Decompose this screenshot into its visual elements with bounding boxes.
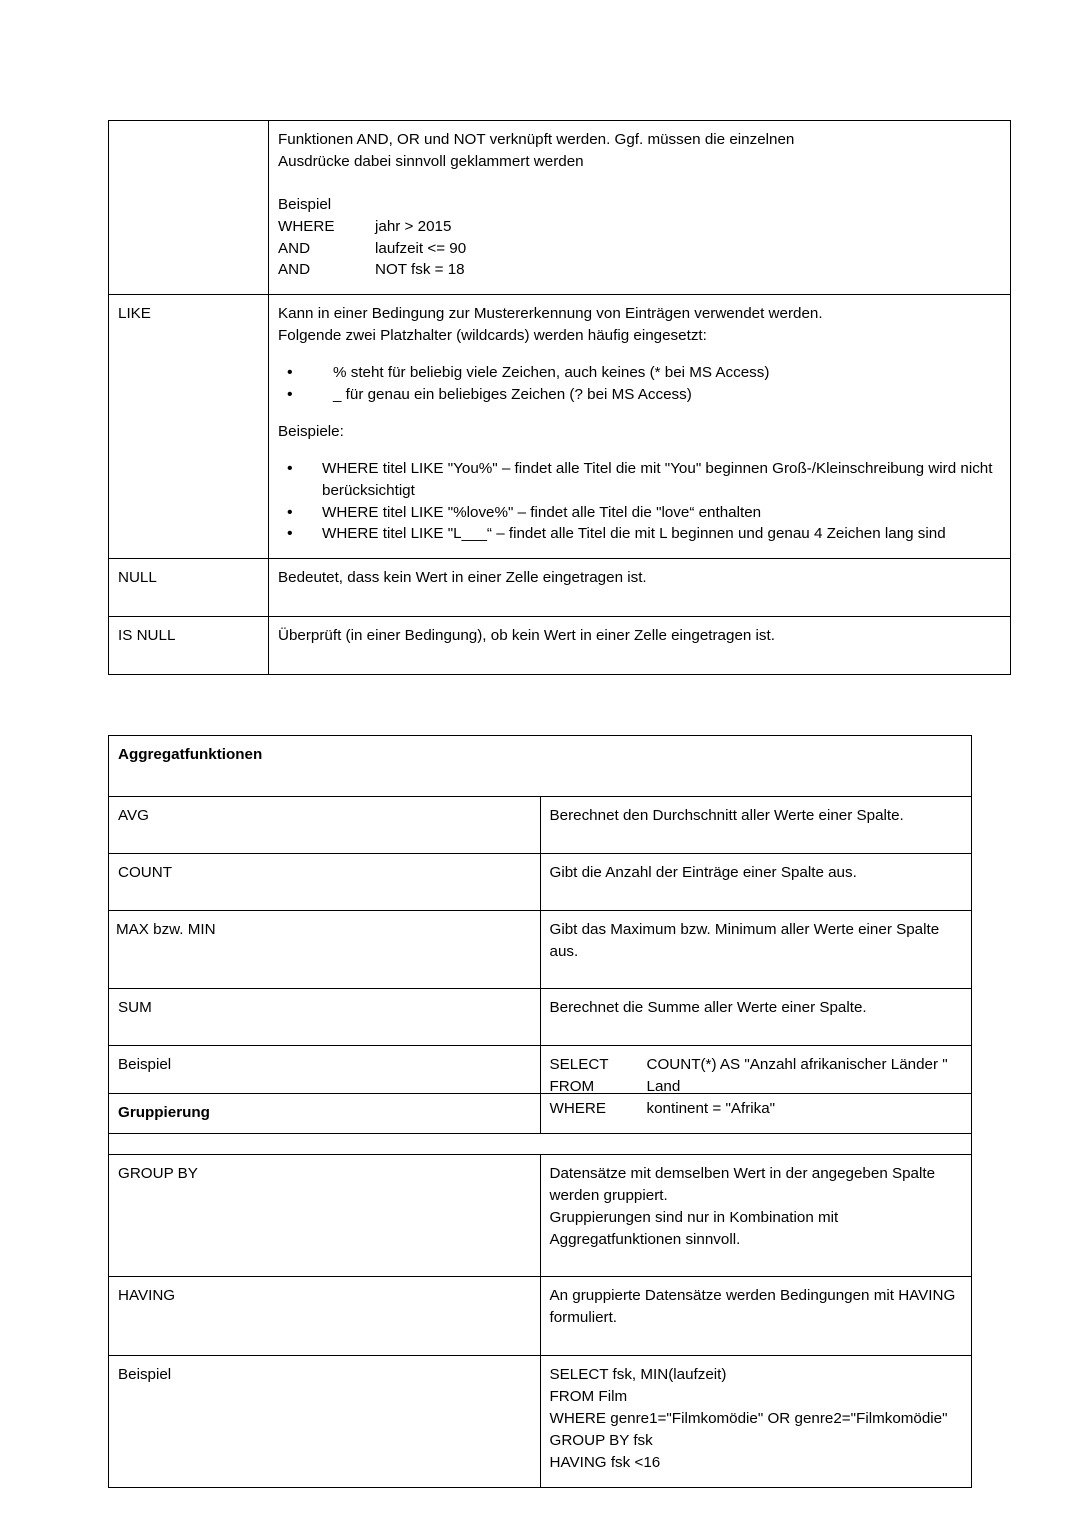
code-block	[278, 216, 1001, 282]
list-item: • _ für genau ein beliebiges Zeichen (? bei MS Access)	[278, 384, 1001, 406]
example-label: Beispiel	[278, 195, 332, 213]
paragraph-line: Gibt das Maximum bzw. Minimum aller Werte einer Spalte aus.	[549, 920, 940, 960]
row-value-cell	[269, 121, 1011, 295]
table-operators	[108, 120, 1011, 675]
paragraph-line: Folgende zwei Platzhalter (wildcards) werden häufig eingesetzt:	[278, 327, 707, 345]
row-value-cell	[540, 1277, 972, 1356]
paragraph-line: Kann in einer Bedingung zur Mustererkennung von Einträgen verwendet werden.	[278, 305, 823, 323]
paragraph-line: An gruppierte Datensätze werden Bedingungen mit HAVING formuliert.	[549, 1287, 956, 1327]
table-title-cell	[109, 736, 972, 797]
paragraph-line: Ausdrücke dabei sinnvoll geklammert werden	[278, 152, 584, 170]
row-key-cell	[109, 796, 541, 853]
row-key-cell	[109, 559, 269, 617]
table-title: Aggregatfunktionen	[118, 746, 263, 763]
paragraph-line: Datensätze mit demselben Wert in der angegeben Spalte werden gruppiert.	[549, 1164, 936, 1204]
spacer	[278, 173, 1001, 194]
paragraph-line: Überprüft (in einer Bedingung), ob kein Wert in einer Zelle eingetragen ist.	[278, 627, 775, 645]
code-value: COUNT(*) AS "Anzahl afrikanischer Länder "	[646, 1056, 948, 1074]
table-row	[109, 121, 1011, 295]
table-row	[109, 989, 972, 1046]
code-keyword: FROM	[549, 1078, 595, 1096]
paragraph-line: Funktionen AND, OR und NOT verknüpft werden. Ggf. müssen die einzelnen	[278, 131, 795, 148]
examples-label: Beispiele:	[278, 422, 344, 440]
table-row	[109, 295, 1011, 559]
list-item: • WHERE titel LIKE "L___“ – findet alle Titel die mit L beginnen und genau 4 Zeichen lang sind	[278, 523, 1001, 545]
code-line: GROUP BY fsk	[549, 1431, 653, 1449]
row-key-label: COUNT	[118, 863, 172, 881]
row-value-cell	[269, 617, 1011, 675]
row-value-cell	[540, 796, 972, 853]
code-line	[550, 1054, 963, 1076]
code-keyword: AND	[278, 239, 311, 257]
example-list	[278, 458, 1001, 546]
paragraph-line: Berechnet die Summe aller Werte einer Spalte.	[549, 999, 867, 1017]
table-row	[109, 1154, 972, 1277]
row-key-cell	[109, 1154, 541, 1277]
code-keyword: WHERE	[278, 217, 335, 235]
table-row	[109, 853, 972, 910]
row-key-label: HAVING	[118, 1287, 176, 1305]
list-item: • WHERE titel LIKE "%love%" – findet alle Titel die "love“ enthalten	[278, 502, 1001, 524]
table-header-row	[109, 1094, 972, 1155]
code-value: Land	[646, 1078, 681, 1096]
row-key-cell	[109, 295, 269, 559]
code-line: SELECT fsk, MIN(laufzeit)	[549, 1366, 727, 1384]
code-line: FROM Film	[549, 1388, 628, 1406]
row-key-label: AVG	[118, 806, 149, 824]
row-key-label: IS NULL	[118, 627, 176, 645]
list-item: • % steht für beliebig viele Zeichen, auch keines (* bei MS Access)	[278, 362, 1001, 384]
table-row	[109, 1356, 972, 1487]
paragraph-line: Gibt die Anzahl der Einträge einer Spalte aus.	[549, 863, 857, 881]
table-row	[109, 1277, 972, 1356]
row-value-cell	[540, 989, 972, 1046]
code-line: WHERE genre1="Filmkomödie" OR genre2="Filmkomödie"	[549, 1410, 948, 1428]
table-grouping	[108, 1093, 972, 1488]
code-value: jahr > 2015	[375, 217, 452, 235]
table-row	[109, 559, 1011, 617]
row-key-label: LIKE	[118, 305, 151, 323]
table-aggregate-functions	[108, 735, 972, 1134]
code-value: laufzeit <= 90	[375, 239, 467, 257]
code-value: NOT fsk = 18	[375, 261, 465, 279]
row-key-label: MAX bzw. MIN	[116, 920, 216, 938]
row-key-label: NULL	[118, 569, 157, 587]
row-key-label: Beispiel	[118, 1056, 172, 1074]
row-value-cell	[269, 559, 1011, 617]
table-row	[109, 617, 1011, 675]
row-value-cell	[269, 295, 1011, 559]
code-value: kontinent = "Afrika"	[646, 1100, 776, 1118]
code-keyword: WHERE	[549, 1100, 607, 1118]
row-value-cell	[540, 853, 972, 910]
wildcard-list	[278, 362, 1001, 406]
row-key-cell	[109, 1277, 541, 1356]
code-line	[278, 216, 1001, 238]
code-line	[278, 259, 1001, 281]
row-value-cell	[540, 910, 972, 989]
row-key-cell	[109, 989, 541, 1046]
row-key-cell	[109, 853, 541, 910]
row-key-cell	[109, 1356, 541, 1487]
row-value-cell	[540, 1356, 972, 1487]
table-row	[109, 796, 972, 853]
code-line	[278, 238, 1001, 260]
row-key-label: SUM	[118, 999, 152, 1017]
list-item: • WHERE titel LIKE "You%" – findet alle Titel die mit "You" beginnen Groß-/Kleinschreibung wird nicht berücksichtigt	[278, 458, 1001, 502]
code-keyword: SELECT	[549, 1056, 609, 1074]
code-keyword: AND	[278, 261, 311, 279]
paragraph-line: Berechnet den Durchschnitt aller Werte einer Spalte.	[549, 806, 904, 824]
table-title-cell	[109, 1094, 972, 1155]
row-key-label: GROUP BY	[118, 1164, 198, 1182]
row-key-label: Beispiel	[118, 1366, 172, 1384]
row-value-cell	[540, 1154, 972, 1277]
table-header-row	[109, 736, 972, 797]
row-key-cell	[109, 617, 269, 675]
code-line: HAVING fsk <16	[549, 1453, 661, 1471]
paragraph-line: Gruppierungen sind nur in Kombination mit Aggregatfunktionen sinnvoll.	[549, 1208, 839, 1248]
table-title: Gruppierung	[118, 1104, 210, 1121]
table-row	[109, 910, 972, 989]
row-key-cell	[109, 910, 541, 989]
paragraph-line: Bedeutet, dass kein Wert in einer Zelle eingetragen ist.	[278, 569, 647, 587]
row-key-cell	[109, 121, 269, 295]
